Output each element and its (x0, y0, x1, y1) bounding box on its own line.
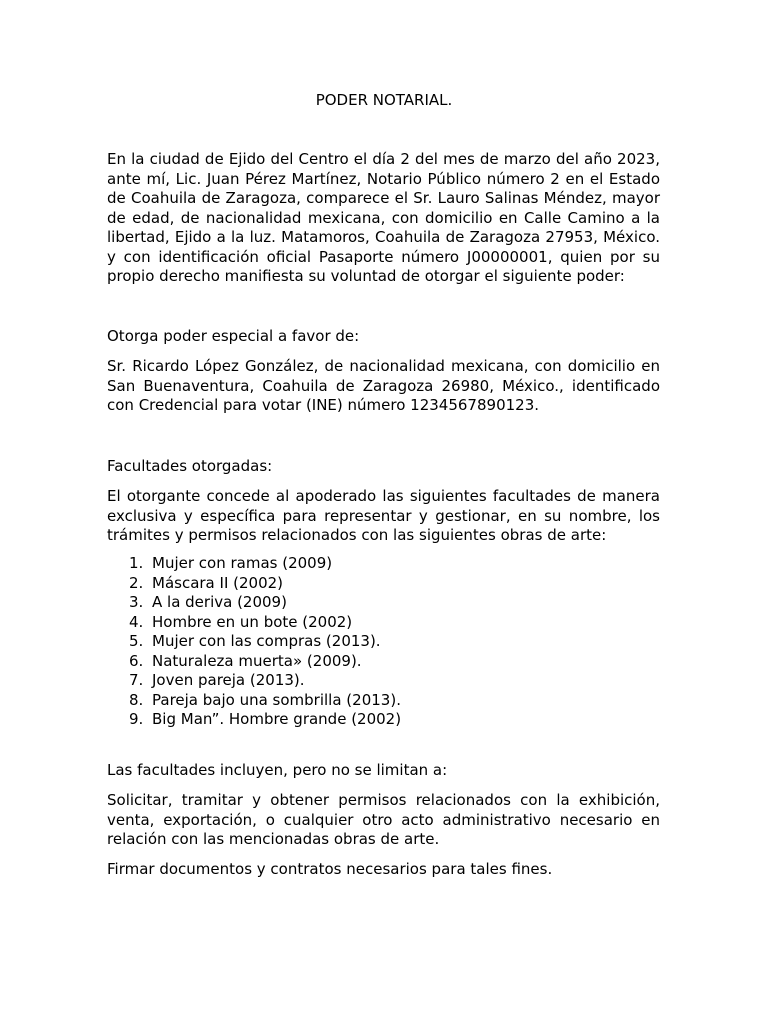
list-item (107, 574, 660, 594)
faculty-paragraph-2: Firmar documentos y contratos necesarios para tales fines. (107, 860, 553, 878)
list-item-number: 6. (129, 651, 144, 670)
list-item (107, 613, 660, 633)
list-item (107, 554, 660, 574)
list-item (107, 710, 660, 730)
list-item (107, 593, 660, 613)
document-title: PODER NOTARIAL. (315, 91, 453, 109)
list-item-text: Naturaleza muerta» (2009). (152, 651, 362, 670)
grant-heading: Otorga poder especial a favor de: (107, 327, 360, 345)
attorney-paragraph: Sr. Ricardo López González, de nacionalidad mexicana, con domicilio en San Buenaventura, Coahuila de Zaragoza 26980, México., identificado con Credencial para votar (INE) número 1234567890123. (107, 357, 660, 414)
list-item-text: Hombre en un bote (2002) (152, 612, 353, 631)
list-item-text: Big Man”. Hombre grande (2002) (152, 710, 402, 728)
list-item-number: 3. (129, 593, 144, 611)
list-item-number: 5. (129, 632, 144, 650)
list-item-number: 1. (129, 554, 144, 572)
list-item-number: 4. (129, 612, 144, 631)
list-item-text: Pareja bajo una sombrilla (2013). (152, 690, 401, 709)
list-item-number: 7. (129, 671, 144, 689)
list-item (107, 632, 660, 652)
list-item-number: 9. (129, 710, 144, 728)
list-item-number: 2. (129, 573, 144, 592)
list-item-text: Máscara II (2002) (152, 573, 284, 592)
list-item-text: Joven pareja (2013). (152, 671, 305, 689)
list-item-text: Mujer con ramas (2009) (152, 554, 333, 572)
list-item-number: 8. (129, 690, 144, 709)
intro-paragraph: En la ciudad de Ejido del Centro el día 2 del mes de marzo del año 2023, ante mí, Lic. Juan Pérez Martínez, Notario Público número 2 en el Estado de Coahuila de Zaragoza, comparece el Sr. Lauro Salinas Méndez, mayor de edad, de nacionalidad mexicana, con domicilio en Calle Camino a la libertad, Ejido a la luz. Matamoros, Coahuila de Zaragoza 27953, México. y con identificación oficial Pasaporte número J00000001, quien por su propio derecho manifiesta su voluntad de otorgar el siguiente poder: (107, 150, 660, 285)
faculties-heading: Facultades otorgadas: (107, 457, 273, 475)
list-item (107, 652, 660, 672)
faculties-intro-paragraph: El otorgante concede al apoderado las siguientes facultades de manera exclusiva y específica para representar y gestionar, en su nombre, los trámites y permisos relacionados con las siguientes obras de arte: (107, 487, 660, 544)
list-item-text: Mujer con las compras (2013). (152, 632, 381, 650)
artworks-list (107, 554, 660, 730)
faculty-paragraph-1: Solicitar, tramitar y obtener permisos relacionados con la exhibición, venta, exportación, o cualquier otro acto administrativo necesario en relación con las mencionadas obras de arte. (107, 791, 660, 848)
list-item (107, 671, 660, 691)
list-item-text: A la deriva (2009) (152, 593, 287, 611)
list-item (107, 691, 660, 711)
includes-heading: Las facultades incluyen, pero no se limitan a: (107, 761, 448, 779)
